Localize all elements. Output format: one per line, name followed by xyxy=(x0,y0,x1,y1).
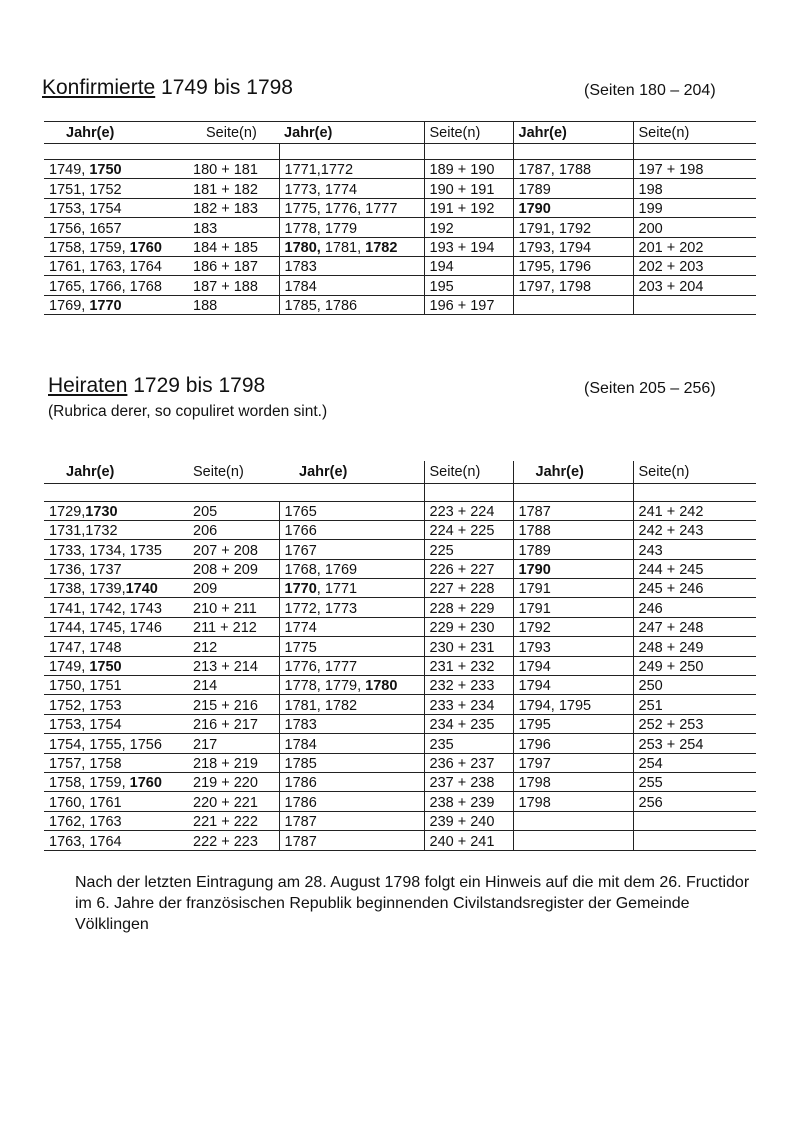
year-text: 1787 xyxy=(284,833,317,850)
year-text: 1744, 1745, 1746 xyxy=(49,620,162,637)
table-row xyxy=(44,520,756,539)
years-cell xyxy=(513,753,633,772)
pages-cell: 248 + 249 xyxy=(633,637,756,656)
pages-cell: 238 + 239 xyxy=(424,792,513,811)
pages-cell: 208 + 209 xyxy=(188,559,279,578)
year-text: 1765, 1766, 1768 xyxy=(49,278,162,295)
col-header-pages: Seite(n) xyxy=(633,461,756,483)
table-row xyxy=(44,579,756,598)
marriages-title-range: 1729 bis 1798 xyxy=(127,374,266,397)
pages-cell: 226 + 227 xyxy=(424,559,513,578)
years-cell xyxy=(44,598,188,617)
year-text: 1791, 1792 xyxy=(518,220,592,237)
years-cell xyxy=(44,295,188,314)
pages-cell: 192 xyxy=(424,218,513,237)
table-row xyxy=(44,753,756,772)
years-cell xyxy=(44,218,188,237)
year-text: 1787 xyxy=(518,503,551,520)
years-cell xyxy=(513,276,633,295)
year-text: 1790 xyxy=(518,562,551,579)
years-cell xyxy=(44,579,188,598)
col-header-pages: Seite(n) xyxy=(424,122,513,144)
years-cell xyxy=(513,695,633,714)
col-header-pages: Seite(n) xyxy=(424,461,513,483)
year-text: 1775 xyxy=(284,639,317,656)
pages-cell: 189 + 190 xyxy=(424,160,513,179)
year-text: 1778, 1779 xyxy=(284,220,358,237)
years-cell xyxy=(44,831,188,850)
year-text: 1780 xyxy=(365,678,398,695)
year-text: 1733, 1734, 1735 xyxy=(49,542,162,559)
years-cell xyxy=(279,617,424,636)
col-header-years: Jahr(e) xyxy=(44,461,188,483)
years-cell xyxy=(279,656,424,675)
col-header-years: Jahr(e) xyxy=(279,461,424,483)
year-text: 1794, 1795 xyxy=(518,697,592,714)
year-text: 1753, 1754 xyxy=(49,201,122,218)
year-text: 1798 xyxy=(518,794,551,811)
years-cell xyxy=(44,792,188,811)
pages-cell: 219 + 220 xyxy=(188,772,279,791)
year-text: , 1771 xyxy=(316,581,358,598)
year-text: 1772, 1773 xyxy=(284,600,358,617)
pages-cell: 188 xyxy=(188,295,279,314)
year-text: 1758, 1759, xyxy=(49,775,130,792)
pages-cell: 225 xyxy=(424,540,513,559)
year-text: 1773, 1774 xyxy=(284,181,358,198)
table-row xyxy=(44,256,756,275)
years-cell xyxy=(44,637,188,656)
year-text: 1789 xyxy=(518,542,551,559)
year-text: 1753, 1754 xyxy=(49,717,122,734)
year-text: 1760 xyxy=(129,775,162,792)
pages-cell: 231 + 232 xyxy=(424,656,513,675)
pages-cell: 228 + 229 xyxy=(424,598,513,617)
years-cell xyxy=(513,637,633,656)
years-cell xyxy=(279,831,424,850)
year-text: 1784 xyxy=(284,736,317,753)
pages-cell: 195 xyxy=(424,276,513,295)
pages-cell: 237 + 238 xyxy=(424,772,513,791)
years-cell xyxy=(44,501,188,520)
years-cell xyxy=(279,811,424,830)
pages-cell: 230 + 231 xyxy=(424,637,513,656)
year-text: 1751, 1752 xyxy=(49,181,122,198)
years-cell xyxy=(513,295,633,314)
pages-cell: 202 + 203 xyxy=(633,256,756,275)
years-cell xyxy=(279,160,424,179)
confirmed-title-word: Konfirmierte xyxy=(42,76,156,99)
years-cell xyxy=(279,695,424,714)
year-text: 1765 xyxy=(284,503,317,520)
year-text: 1780, xyxy=(284,239,321,256)
years-cell xyxy=(44,676,188,695)
years-cell xyxy=(513,237,633,256)
year-text: 1785 xyxy=(284,755,317,772)
year-text: 1738, 1739, xyxy=(49,581,126,598)
year-text: 1766 xyxy=(284,523,317,540)
pages-cell: 250 xyxy=(633,676,756,695)
table-row xyxy=(44,676,756,695)
year-text: 1731,1732 xyxy=(49,523,118,540)
years-cell xyxy=(513,676,633,695)
pages-cell: 227 + 228 xyxy=(424,579,513,598)
pages-cell: 235 xyxy=(424,734,513,753)
years-cell xyxy=(44,520,188,539)
year-text: 1785, 1786 xyxy=(284,298,358,315)
pages-cell: 236 + 237 xyxy=(424,753,513,772)
year-text: 1750, 1751 xyxy=(49,678,122,695)
year-text: 1788 xyxy=(518,523,551,540)
years-cell xyxy=(44,734,188,753)
years-cell xyxy=(44,198,188,217)
pages-cell xyxy=(633,811,756,830)
year-text: 1756, 1657 xyxy=(49,220,122,237)
pages-cell: 254 xyxy=(633,753,756,772)
pages-cell: 180 + 181 xyxy=(188,160,279,179)
confirmed-title-range: 1749 bis 1798 xyxy=(155,76,293,99)
pages-cell: 218 + 219 xyxy=(188,753,279,772)
footnote: Nach der letzten Eintragung am 28. August 1798 folgt ein Hinweis auf die mit dem 26. Fructidor im 6. Jahre der französischen Republik beginnenden Civilstandsregister der Gemeinde Völklingen xyxy=(75,874,750,933)
col-header-years: Jahr(e) xyxy=(44,122,188,144)
pages-cell xyxy=(633,295,756,314)
pages-cell: 249 + 250 xyxy=(633,656,756,675)
table-row xyxy=(44,179,756,198)
table-row xyxy=(44,617,756,636)
col-header-years: Jahr(e) xyxy=(513,461,633,483)
year-text: 1736, 1737 xyxy=(49,562,122,579)
pages-cell: 217 xyxy=(188,734,279,753)
years-cell xyxy=(279,276,424,295)
pages-cell: 247 + 248 xyxy=(633,617,756,636)
year-text: 1761, 1763, 1764 xyxy=(49,259,162,276)
years-cell xyxy=(279,559,424,578)
year-text: 1754, 1755, 1756 xyxy=(49,736,162,753)
pages-cell: 233 + 234 xyxy=(424,695,513,714)
pages-cell: 181 + 182 xyxy=(188,179,279,198)
years-cell xyxy=(513,520,633,539)
years-cell xyxy=(513,256,633,275)
year-text: 1792 xyxy=(518,620,551,637)
table-row xyxy=(44,598,756,617)
table-row xyxy=(44,198,756,217)
table-row xyxy=(44,295,756,314)
years-cell xyxy=(279,295,424,314)
years-cell xyxy=(513,598,633,617)
year-text: 1749, xyxy=(49,659,90,676)
years-cell xyxy=(513,540,633,559)
year-text: 1760, 1761 xyxy=(49,794,122,811)
table-row xyxy=(44,276,756,295)
table-row xyxy=(44,559,756,578)
col-header-years: Jahr(e) xyxy=(279,122,424,144)
years-cell xyxy=(44,811,188,830)
pages-cell: 212 xyxy=(188,637,279,656)
marriages-page-range: (Seiten 205 – 256) xyxy=(584,380,716,397)
year-text: 1776, 1777 xyxy=(284,659,358,676)
year-text: 1797, 1798 xyxy=(518,278,592,295)
pages-cell: 253 + 254 xyxy=(633,734,756,753)
pages-cell: 243 xyxy=(633,540,756,559)
pages-cell: 251 xyxy=(633,695,756,714)
year-text: 1794 xyxy=(518,659,551,676)
year-text: 1729, xyxy=(49,503,86,520)
confirmed-header-row xyxy=(44,122,756,144)
year-text: 1791 xyxy=(518,600,551,617)
pages-cell: 203 + 204 xyxy=(633,276,756,295)
pages-cell: 199 xyxy=(633,198,756,217)
year-text: 1758, 1759, xyxy=(49,239,130,256)
pages-cell: 232 + 233 xyxy=(424,676,513,695)
pages-cell: 234 + 235 xyxy=(424,714,513,733)
pages-cell: 182 + 183 xyxy=(188,198,279,217)
years-cell xyxy=(44,714,188,733)
years-cell xyxy=(513,792,633,811)
year-text: 1794 xyxy=(518,678,551,695)
pages-cell: 193 + 194 xyxy=(424,237,513,256)
pages-cell: 213 + 214 xyxy=(188,656,279,675)
year-text: 1787 xyxy=(284,814,317,831)
years-cell xyxy=(279,753,424,772)
year-text: 1790 xyxy=(518,201,551,218)
table-row xyxy=(44,792,756,811)
pages-cell: 215 + 216 xyxy=(188,695,279,714)
table-row xyxy=(44,656,756,675)
pages-cell: 197 + 198 xyxy=(633,160,756,179)
years-cell xyxy=(279,520,424,539)
pages-cell: 186 + 187 xyxy=(188,256,279,275)
col-header-pages: Seite(n) xyxy=(188,461,279,483)
pages-cell: 201 + 202 xyxy=(633,237,756,256)
years-cell xyxy=(279,540,424,559)
pages-cell: 241 + 242 xyxy=(633,501,756,520)
marriages-title xyxy=(48,374,265,398)
year-text: 1783 xyxy=(284,259,317,276)
years-cell xyxy=(513,579,633,598)
pages-cell: 229 + 230 xyxy=(424,617,513,636)
pages-cell: 222 + 223 xyxy=(188,831,279,850)
table-row xyxy=(44,540,756,559)
pages-cell: 223 + 224 xyxy=(424,501,513,520)
year-text: 1787, 1788 xyxy=(518,162,592,179)
years-cell xyxy=(279,598,424,617)
years-cell xyxy=(44,753,188,772)
pages-cell: 240 + 241 xyxy=(424,831,513,850)
pages-cell: 194 xyxy=(424,256,513,275)
years-cell xyxy=(279,237,424,256)
years-cell xyxy=(279,734,424,753)
pages-cell: 191 + 192 xyxy=(424,198,513,217)
years-cell xyxy=(44,559,188,578)
years-cell xyxy=(279,714,424,733)
table-row xyxy=(44,734,756,753)
col-header-pages: Seite(n) xyxy=(633,122,756,144)
years-cell xyxy=(44,772,188,791)
table-row xyxy=(44,772,756,791)
pages-cell: 239 + 240 xyxy=(424,811,513,830)
pages-cell: 200 xyxy=(633,218,756,237)
pages-cell: 184 + 185 xyxy=(188,237,279,256)
years-cell xyxy=(279,198,424,217)
table-row xyxy=(44,811,756,830)
years-cell xyxy=(279,501,424,520)
table-row xyxy=(44,637,756,656)
year-text: 1775, 1776, 1777 xyxy=(284,201,398,218)
pages-cell: 216 + 217 xyxy=(188,714,279,733)
marriages-table xyxy=(44,461,756,851)
years-cell xyxy=(279,637,424,656)
year-text: 1795 xyxy=(518,717,551,734)
marriages-subtitle: (Rubrica derer, so copuliret worden sint.) xyxy=(48,403,328,420)
years-cell xyxy=(279,256,424,275)
years-cell xyxy=(513,831,633,850)
years-cell xyxy=(513,656,633,675)
pages-cell: 244 + 245 xyxy=(633,559,756,578)
years-cell xyxy=(279,179,424,198)
table-row xyxy=(44,714,756,733)
marriages-header-row xyxy=(44,461,756,483)
year-text: 1781, xyxy=(320,239,366,256)
years-cell xyxy=(279,772,424,791)
pages-cell: 224 + 225 xyxy=(424,520,513,539)
pages-cell: 206 xyxy=(188,520,279,539)
year-text: 1763, 1764 xyxy=(49,833,122,850)
pages-cell: 245 + 246 xyxy=(633,579,756,598)
year-text: 1752, 1753 xyxy=(49,697,122,714)
col-header-years: Jahr(e) xyxy=(513,122,633,144)
year-text: 1791 xyxy=(518,581,551,598)
years-cell xyxy=(513,734,633,753)
year-text: 1762, 1763 xyxy=(49,814,122,831)
pages-cell: 210 + 211 xyxy=(188,598,279,617)
col-header-pages: Seite(n) xyxy=(188,122,279,144)
year-text: 1793, 1794 xyxy=(518,239,592,256)
table-row xyxy=(44,695,756,714)
pages-cell: 255 xyxy=(633,772,756,791)
year-text: 1741, 1742, 1743 xyxy=(49,600,162,617)
pages-cell: 214 xyxy=(188,676,279,695)
pages-cell: 246 xyxy=(633,598,756,617)
year-text: 1782 xyxy=(365,239,398,256)
confirmed-title xyxy=(42,76,293,100)
year-text: 1795, 1796 xyxy=(518,259,592,276)
pages-cell: 256 xyxy=(633,792,756,811)
table-row xyxy=(44,218,756,237)
years-cell xyxy=(513,772,633,791)
marriages-title-word: Heiraten xyxy=(48,374,128,397)
years-cell xyxy=(513,811,633,830)
years-cell xyxy=(44,256,188,275)
pages-cell: 220 + 221 xyxy=(188,792,279,811)
years-cell xyxy=(279,676,424,695)
pages-cell: 242 + 243 xyxy=(633,520,756,539)
year-text: 1784 xyxy=(284,278,317,295)
year-text: 1770 xyxy=(89,298,122,315)
pages-cell: 211 + 212 xyxy=(188,617,279,636)
years-cell xyxy=(279,579,424,598)
table-row xyxy=(44,501,756,520)
year-text: 1760 xyxy=(129,239,162,256)
year-text: 1730 xyxy=(85,503,118,520)
years-cell xyxy=(44,237,188,256)
year-text: 1757, 1758 xyxy=(49,755,122,772)
years-cell xyxy=(279,792,424,811)
year-text: 1750 xyxy=(89,162,122,179)
year-text: 1767 xyxy=(284,542,317,559)
years-cell xyxy=(513,160,633,179)
year-text: 1750 xyxy=(89,659,122,676)
year-text: 1789 xyxy=(518,181,551,198)
confirmed-page-range: (Seiten 180 – 204) xyxy=(584,82,716,99)
year-text: 1749, xyxy=(49,162,90,179)
table-row xyxy=(44,160,756,179)
year-text: 1771,1772 xyxy=(284,162,354,179)
table-row xyxy=(44,831,756,850)
pages-cell: 209 xyxy=(188,579,279,598)
year-text: 1768, 1769 xyxy=(284,562,358,579)
years-cell xyxy=(513,714,633,733)
year-text: 1797 xyxy=(518,755,551,772)
pages-cell xyxy=(633,831,756,850)
years-cell xyxy=(44,276,188,295)
year-text: 1798 xyxy=(518,775,551,792)
years-cell xyxy=(44,656,188,675)
years-cell xyxy=(513,198,633,217)
year-text: 1778, 1779, xyxy=(284,678,366,695)
confirmed-table xyxy=(44,121,756,315)
year-text: 1786 xyxy=(284,775,317,792)
pages-cell: 252 + 253 xyxy=(633,714,756,733)
years-cell xyxy=(44,695,188,714)
years-cell xyxy=(44,179,188,198)
years-cell xyxy=(44,160,188,179)
pages-cell: 196 + 197 xyxy=(424,295,513,314)
pages-cell: 190 + 191 xyxy=(424,179,513,198)
years-cell xyxy=(513,218,633,237)
pages-cell: 187 + 188 xyxy=(188,276,279,295)
year-text: 1740 xyxy=(125,581,158,598)
year-text: 1796 xyxy=(518,736,551,753)
pages-cell: 205 xyxy=(188,501,279,520)
year-text: 1786 xyxy=(284,794,317,811)
years-cell xyxy=(513,559,633,578)
years-cell xyxy=(513,501,633,520)
years-cell xyxy=(513,617,633,636)
pages-cell: 221 + 222 xyxy=(188,811,279,830)
year-text: 1783 xyxy=(284,717,317,734)
year-text: 1781, 1782 xyxy=(284,697,358,714)
year-text: 1747, 1748 xyxy=(49,639,122,656)
years-cell xyxy=(513,179,633,198)
year-text: 1770 xyxy=(284,581,317,598)
year-text: 1769, xyxy=(49,298,90,315)
years-cell xyxy=(44,617,188,636)
pages-cell: 183 xyxy=(188,218,279,237)
year-text: 1793 xyxy=(518,639,551,656)
pages-cell: 207 + 208 xyxy=(188,540,279,559)
years-cell xyxy=(279,218,424,237)
year-text: 1774 xyxy=(284,620,317,637)
years-cell xyxy=(44,540,188,559)
pages-cell: 198 xyxy=(633,179,756,198)
table-row xyxy=(44,237,756,256)
